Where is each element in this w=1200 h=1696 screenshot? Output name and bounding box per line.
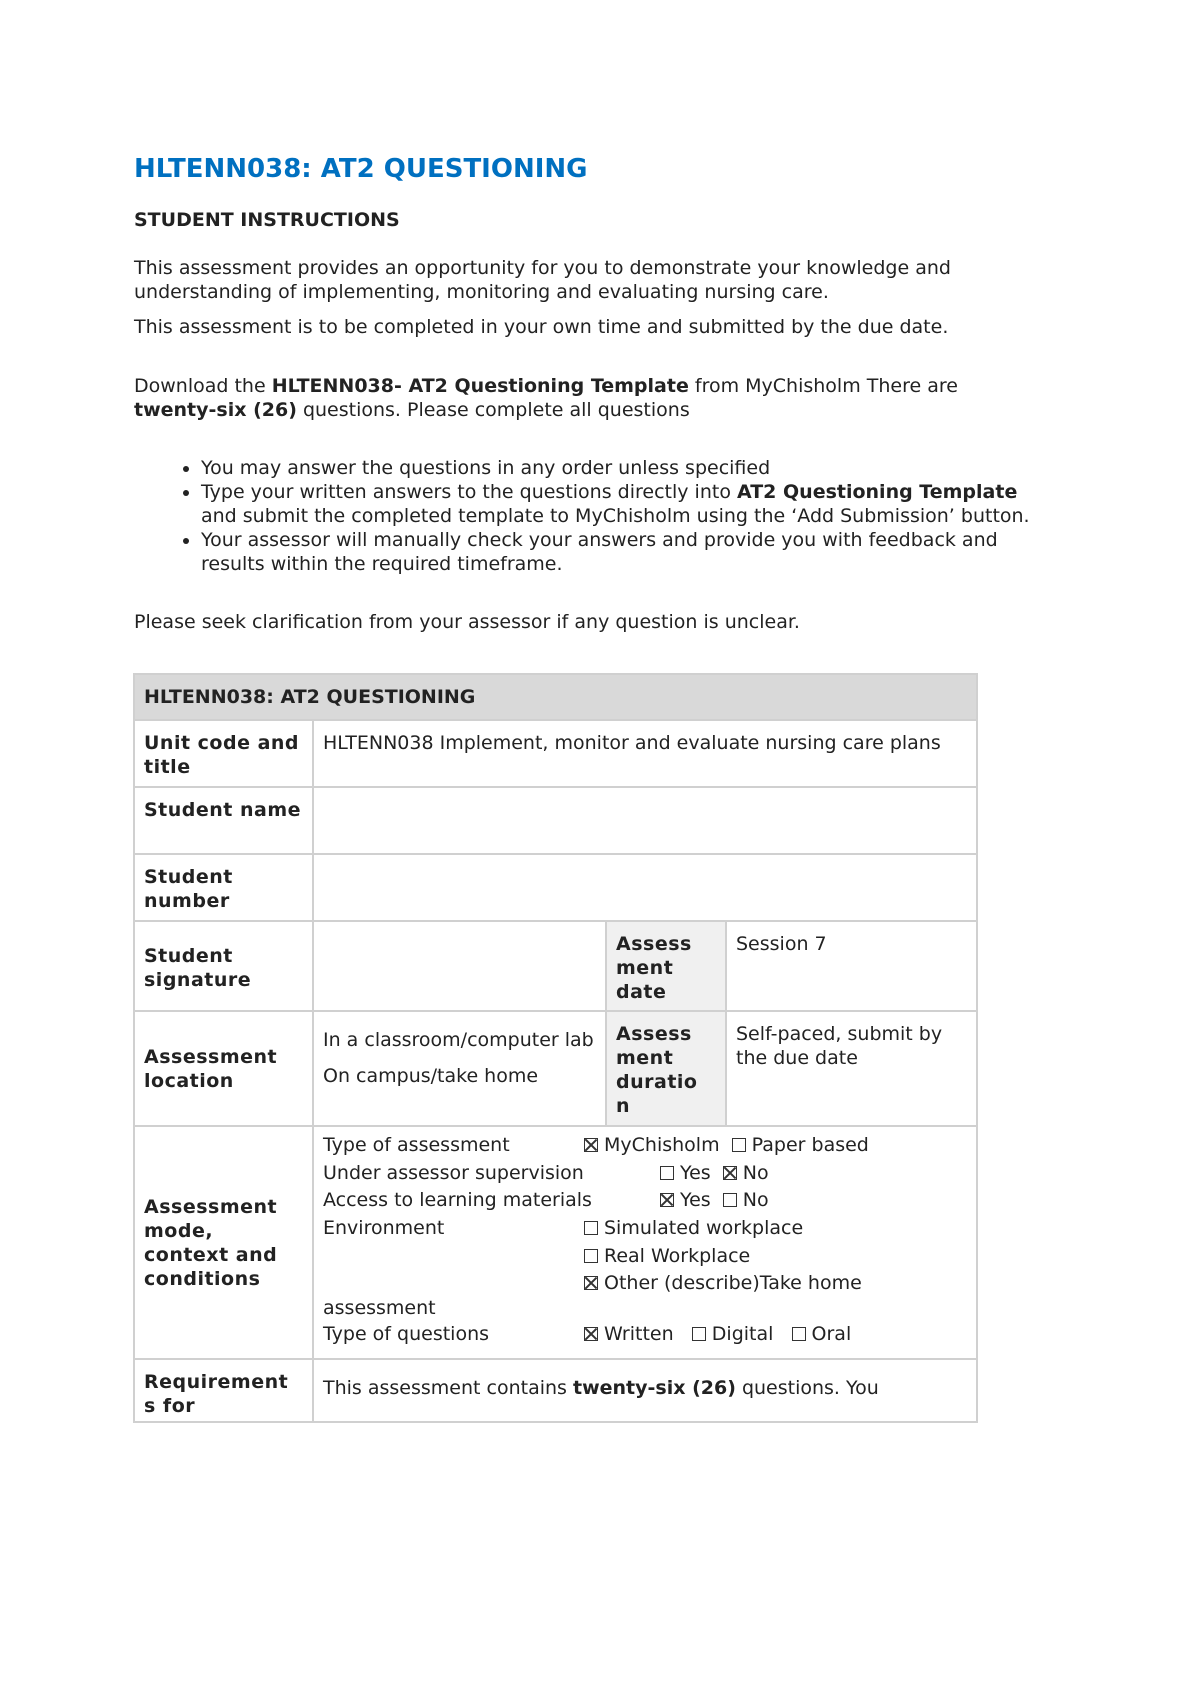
section-heading: STUDENT INSTRUCTIONS bbox=[134, 209, 400, 231]
checkbox-access-no[interactable] bbox=[723, 1193, 737, 1207]
checkbox-simulated[interactable] bbox=[584, 1221, 598, 1235]
page-title: HLTENN038: AT2 QUESTIONING bbox=[134, 154, 588, 184]
unit-value: HLTENN038 Implement, monitor and evaluate nursing care plans bbox=[313, 720, 977, 787]
checkbox-supervision-no[interactable] bbox=[723, 1166, 737, 1180]
signature-label: Student signature bbox=[134, 921, 313, 1011]
checkbox-mychisholm[interactable] bbox=[584, 1138, 598, 1152]
location-value: In a classroom/computer lab On campus/take home bbox=[313, 1011, 606, 1126]
list-item: • Your assessor will manually check your answers and provide you with feedback and results within the required timeframe. bbox=[201, 528, 1051, 576]
signature-field[interactable] bbox=[313, 921, 606, 1011]
time-paragraph: This assessment is to be completed in your own time and submitted by the due date. bbox=[134, 316, 949, 338]
mode-label: Assessment mode, context and conditions bbox=[134, 1126, 313, 1359]
student-name-label: Student name bbox=[134, 787, 313, 854]
checkbox-access-yes[interactable] bbox=[660, 1193, 674, 1207]
instructions-list bbox=[134, 456, 1051, 576]
checkbox-real[interactable] bbox=[584, 1249, 598, 1263]
location-label: Assessment location bbox=[134, 1011, 313, 1126]
list-item: • You may answer the questions in any order unless specified bbox=[201, 456, 1051, 480]
student-name-field[interactable] bbox=[313, 787, 977, 854]
table-header: HLTENN038: AT2 QUESTIONING bbox=[134, 674, 977, 720]
date-label: Assess ment date bbox=[606, 921, 726, 1011]
requirements-label: Requirement s for bbox=[134, 1359, 313, 1422]
assessment-table bbox=[133, 673, 978, 1423]
mode-conditions: Type of assessment MyChisholm Paper based Under assessor supervision Yes No Access to learning materials Yes No Environment Simulated workplace Real Workplace Other (describe)Take home assessment Type of questions Written Digital Oral bbox=[313, 1126, 977, 1359]
unit-label: Unit code and title bbox=[134, 720, 313, 787]
download-paragraph: Download the HLTENN038- AT2 Questioning Template from MyChisholm There are twenty-six (26) questions. Please complete all questions bbox=[134, 375, 958, 421]
clarification-paragraph: Please seek clarification from your assessor if any question is unclear. bbox=[134, 611, 800, 633]
student-number-field[interactable] bbox=[313, 854, 977, 921]
checkbox-digital[interactable] bbox=[692, 1327, 706, 1341]
requirements-value: This assessment contains twenty-six (26) questions. You bbox=[313, 1359, 977, 1422]
checkbox-supervision-yes[interactable] bbox=[660, 1166, 674, 1180]
checkbox-other[interactable] bbox=[584, 1276, 598, 1290]
duration-label: Assess ment duratio n bbox=[606, 1011, 726, 1126]
list-item: • Type your written answers to the questions directly into AT2 Questioning Template and submit the completed template to MyChisholm using the ‘Add Submission’ button. bbox=[201, 480, 1051, 528]
date-value: Session 7 bbox=[726, 921, 977, 1011]
duration-value: Self-paced, submit by the due date bbox=[726, 1011, 977, 1126]
checkbox-written[interactable] bbox=[584, 1327, 598, 1341]
intro-paragraph: This assessment provides an opportunity for you to demonstrate your knowledge and understanding of implementing, monitoring and evaluating nursing care. bbox=[134, 257, 951, 303]
checkbox-oral[interactable] bbox=[792, 1327, 806, 1341]
student-number-label: Student number bbox=[134, 854, 313, 921]
checkbox-paper[interactable] bbox=[732, 1138, 746, 1152]
